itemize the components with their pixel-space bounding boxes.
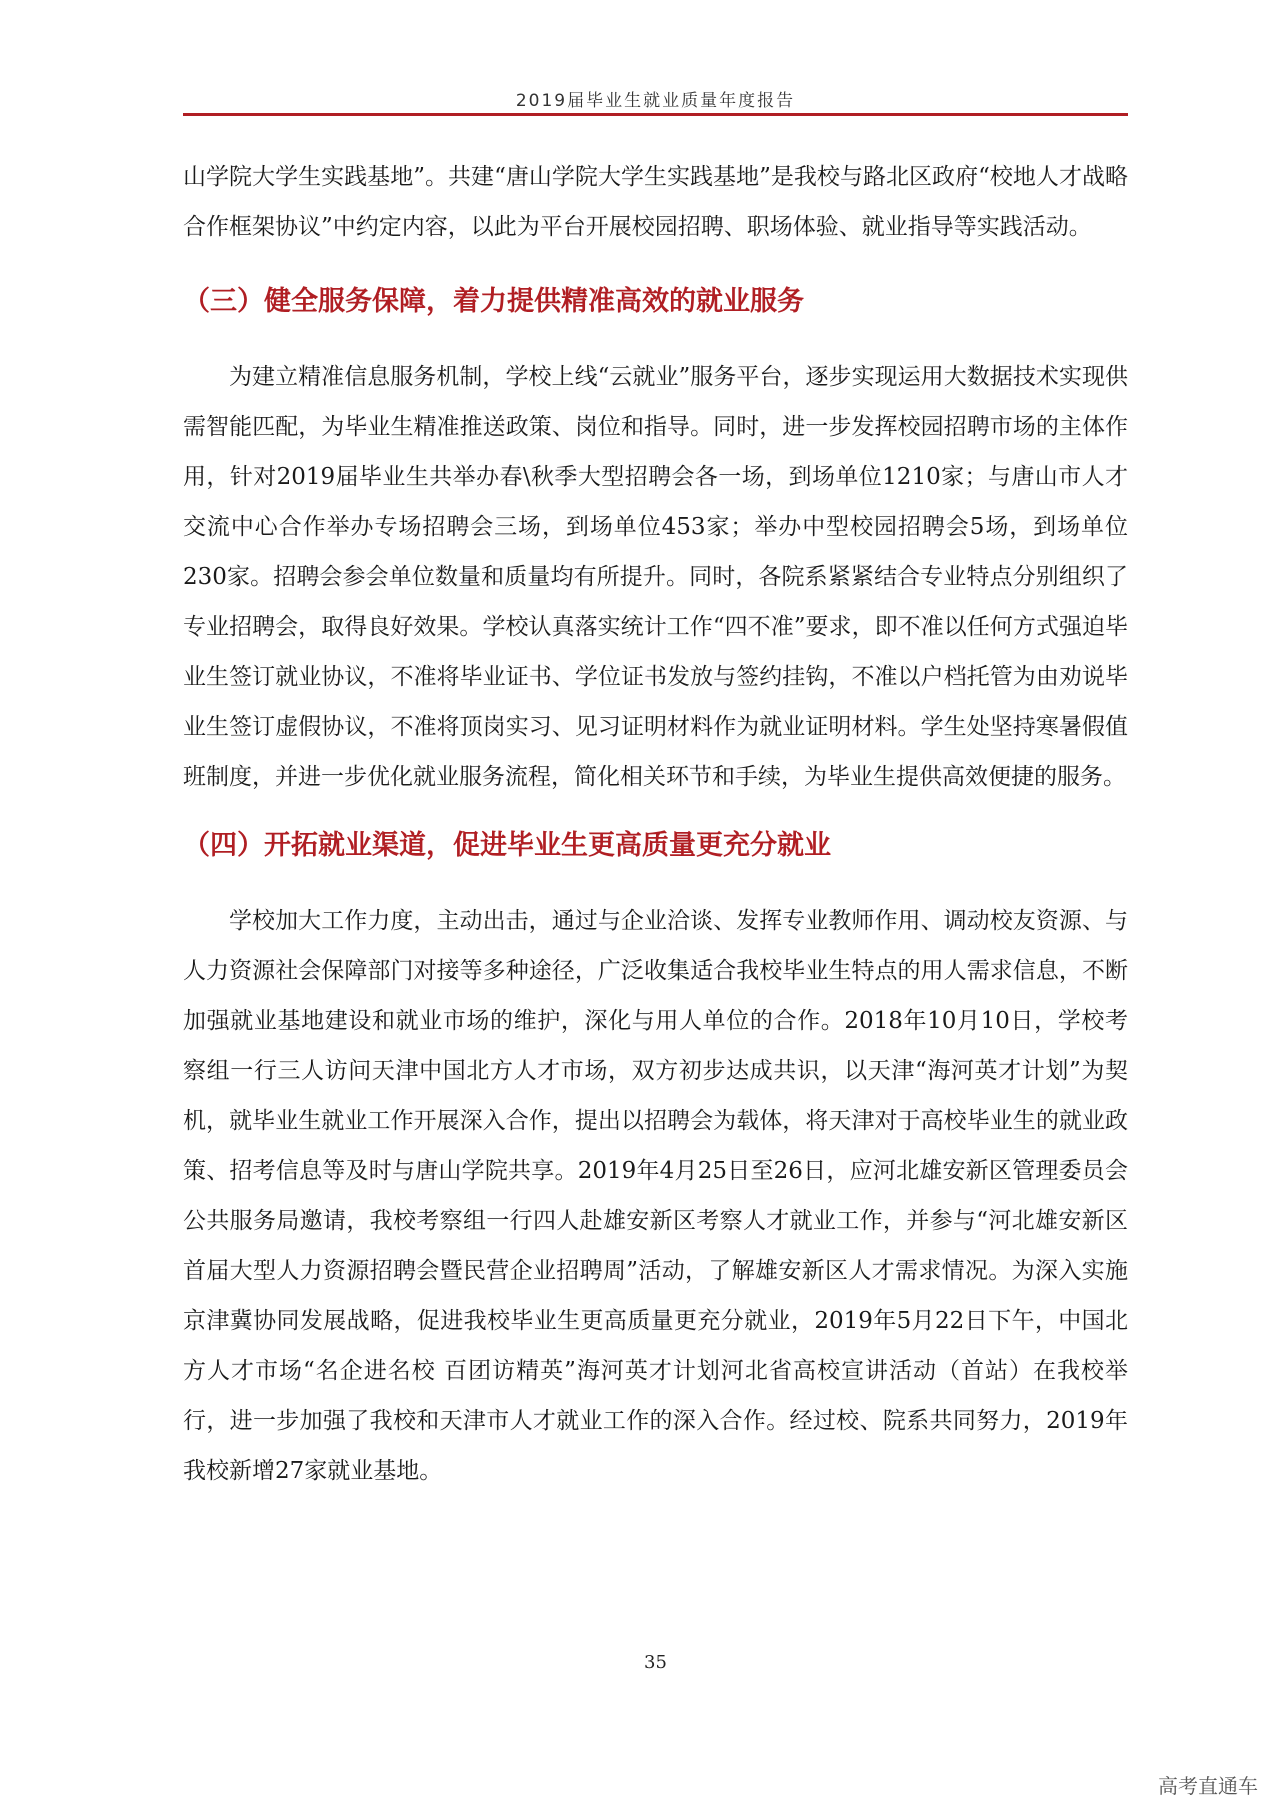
paragraph-section-3: 为建立精准信息服务机制，学校上线“云就业”服务平台，逐步实现运用大数据技术实现供需智能匹配，为毕业生精准推送政策、岗位和指导。同时，进一步发挥校园招聘市场的主体作用，针对2019届毕业生共举办春\秋季大型招聘会各一场，到场单位1210家；与唐山市人才交流中心合作举办专场招聘会三场，到场单位453家；举办中型校园招聘会5场，到场单位230家。招聘会参会单位数量和质量均有所提升。同时，各院系紧紧结合专业特点分别组织了专业招聘会，取得良好效果。学校认真落实统计工作“四不准”要求，即不准以任何方式强迫毕业生签订就业协议，不准将毕业证书、学位证书发放与签约挂钩，不准以户档托管为由劝说毕业生签订虚假协议，不准将顶岗实习、见习证明材料作为就业证明材料。学生处坚持寒暑假值班制度，并进一步优化就业服务流程，简化相关环节和手续，为毕业生提供高效便捷的服务。 [183, 364, 1128, 790]
paragraph-section-4: 学校加大工作力度，主动出击，通过与企业洽谈、发挥专业教师作用、调动校友资源、与人力资源社会保障部门对接等多种途径，广泛收集适合我校毕业生特点的用人需求信息，不断加强就业基地建设和就业市场的维护，深化与用人单位的合作。2018年10月10日，学校考察组一行三人访问天津中国北方人才市场，双方初步达成共识，以天津“海河英才计划”为契机，就毕业生就业工作开展深入合作，提出以招聘会为载体，将天津对于高校毕业生的就业政策、招考信息等及时与唐山学院共享。2019年4月25日至26日，应河北雄安新区管理委员会公共服务局邀请，我校考察组一行四人赴雄安新区考察人才就业工作，并参与“河北雄安新区首届大型人力资源招聘会暨民营企业招聘周”活动，了解雄安新区人才需求情况。为深入实施京津冀协同发展战略，促进我校毕业生更高质量更充分就业，2019年5月22日下午，中国北方人才市场“名企进名校 百团访精英”海河英才计划河北省高校宣讲活动（首站）在我校举行，进一步加强了我校和天津市人才就业工作的深入合作。经过校、院系共同努力，2019年我校新增27家就业基地。 [183, 908, 1128, 1484]
report-header-title: 2019届毕业生就业质量年度报告 [515, 91, 796, 111]
header-divider [183, 113, 1128, 116]
section-heading-4: （四）开拓就业渠道，促进毕业生更高质量更充分就业 [183, 830, 831, 861]
page-number: 35 [644, 1652, 667, 1673]
section-heading-3: （三）健全服务保障，着力提供精准高效的就业服务 [183, 286, 804, 317]
watermark-text: 高考直通车 [1158, 1774, 1258, 1798]
paragraph-intro: 山学院大学生实践基地”。共建“唐山学院大学生实践基地”是我校与路北区政府“校地人才战略合作框架协议”中约定内容，以此为平台开展校园招聘、职场体验、就业指导等实践活动。 [183, 164, 1128, 240]
page-content [183, 152, 1128, 1496]
